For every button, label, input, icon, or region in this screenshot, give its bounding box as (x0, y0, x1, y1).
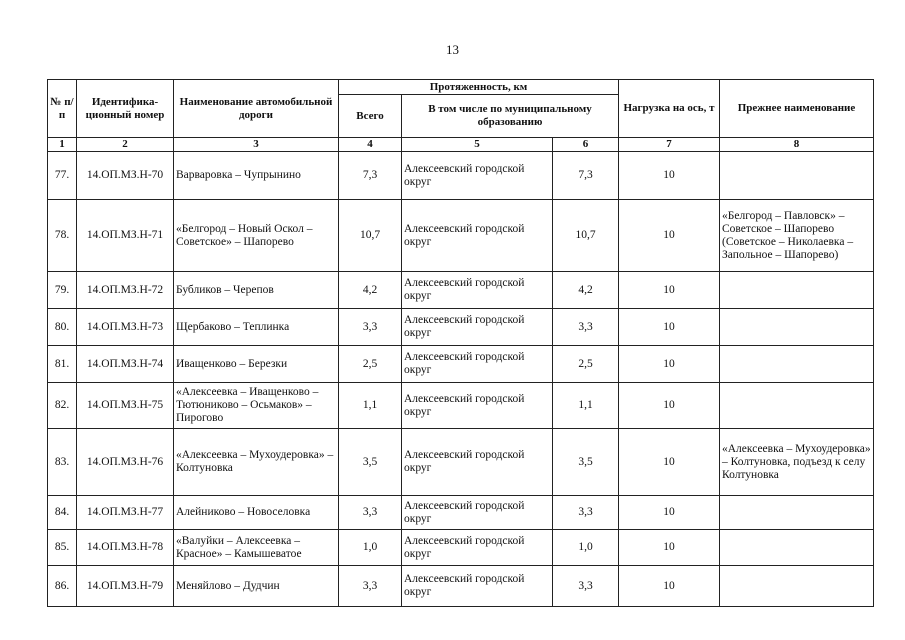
header-municipal: В том числе по муниципальному образованию (402, 95, 619, 138)
row-number: 80. (48, 309, 77, 346)
previous-name (720, 566, 874, 607)
header-id: Идентифика-ционный номер (77, 80, 174, 138)
municipal-length: 1,0 (553, 530, 619, 566)
municipal-length: 10,7 (553, 200, 619, 272)
municipal-length: 3,3 (553, 566, 619, 607)
axle-load: 10 (619, 346, 720, 383)
total-length: 7,3 (339, 152, 402, 200)
road-id: 14.ОП.МЗ.Н-73 (77, 309, 174, 346)
previous-name (720, 272, 874, 309)
table-row (48, 200, 874, 272)
road-name: Бубликов – Черепов (174, 272, 339, 309)
municipality: Алексеевский городской округ (402, 496, 553, 530)
road-name: «Алексеевка – Мухоудеровка» – Колтуновка (174, 429, 339, 496)
column-number: 4 (339, 138, 402, 152)
previous-name (720, 496, 874, 530)
table-row (48, 272, 874, 309)
row-number: 78. (48, 200, 77, 272)
header-num: № п/п (48, 80, 77, 138)
previous-name: «Белгород – Павловск» – Советское – Шапорево (Советское – Николаевка – Запольное – Шапорево) (720, 200, 874, 272)
roads-table (47, 79, 874, 607)
row-number: 81. (48, 346, 77, 383)
axle-load: 10 (619, 383, 720, 429)
row-number: 83. (48, 429, 77, 496)
page-number: 13 (446, 42, 459, 57)
total-length: 3,5 (339, 429, 402, 496)
road-name: «Белгород – Новый Оскол – Советское» – Шапорево (174, 200, 339, 272)
header-name: Наименование автомобильной дороги (174, 80, 339, 138)
road-name: «Алексеевка – Иващенково – Тютюниково – Осьмаков» – Пирогово (174, 383, 339, 429)
road-id: 14.ОП.МЗ.Н-74 (77, 346, 174, 383)
municipal-length: 3,3 (553, 309, 619, 346)
municipality: Алексеевский городской округ (402, 530, 553, 566)
table-row (48, 346, 874, 383)
table-row (48, 309, 874, 346)
column-number: 8 (720, 138, 874, 152)
municipality: Алексеевский городской округ (402, 383, 553, 429)
table-row (48, 566, 874, 607)
previous-name (720, 346, 874, 383)
road-id: 14.ОП.МЗ.Н-77 (77, 496, 174, 530)
municipal-length: 2,5 (553, 346, 619, 383)
column-number-row (48, 138, 874, 152)
total-length: 3,3 (339, 496, 402, 530)
axle-load: 10 (619, 152, 720, 200)
road-name: Варваровка – Чупрынино (174, 152, 339, 200)
municipal-length: 3,5 (553, 429, 619, 496)
column-number: 5 (402, 138, 553, 152)
column-number: 2 (77, 138, 174, 152)
axle-load: 10 (619, 309, 720, 346)
axle-load: 10 (619, 496, 720, 530)
total-length: 3,3 (339, 566, 402, 607)
road-id: 14.ОП.МЗ.Н-72 (77, 272, 174, 309)
total-length: 1,1 (339, 383, 402, 429)
row-number: 77. (48, 152, 77, 200)
table-row (48, 429, 874, 496)
row-number: 85. (48, 530, 77, 566)
road-name: «Валуйки – Алексеевка – Красное» – Камышеватое (174, 530, 339, 566)
column-number: 7 (619, 138, 720, 152)
municipal-length: 3,3 (553, 496, 619, 530)
row-number: 86. (48, 566, 77, 607)
municipal-length: 7,3 (553, 152, 619, 200)
road-id: 14.ОП.МЗ.Н-70 (77, 152, 174, 200)
table-row (48, 496, 874, 530)
previous-name: «Алексеевка – Мухоудеровка» – Колтуновка, подъезд к селу Колтуновка (720, 429, 874, 496)
axle-load: 10 (619, 200, 720, 272)
axle-load: 10 (619, 272, 720, 309)
road-name: Щербаково – Теплинка (174, 309, 339, 346)
previous-name (720, 152, 874, 200)
road-id: 14.ОП.МЗ.Н-76 (77, 429, 174, 496)
total-length: 1,0 (339, 530, 402, 566)
road-id: 14.ОП.МЗ.Н-71 (77, 200, 174, 272)
axle-load: 10 (619, 566, 720, 607)
row-number: 82. (48, 383, 77, 429)
road-id: 14.ОП.МЗ.Н-75 (77, 383, 174, 429)
row-number: 79. (48, 272, 77, 309)
column-number: 1 (48, 138, 77, 152)
header-load: Нагрузка на ось, т (619, 80, 720, 138)
previous-name (720, 309, 874, 346)
row-number: 84. (48, 496, 77, 530)
road-name: Иващенково – Березки (174, 346, 339, 383)
header-length-group: Протяженность, км (339, 80, 619, 95)
total-length: 2,5 (339, 346, 402, 383)
previous-name (720, 530, 874, 566)
total-length: 10,7 (339, 200, 402, 272)
header-previous: Прежнее наименование (720, 80, 874, 138)
header-total: Всего (339, 95, 402, 138)
municipal-length: 1,1 (553, 383, 619, 429)
municipality: Алексеевский городской округ (402, 566, 553, 607)
municipality: Алексеевский городской округ (402, 346, 553, 383)
previous-name (720, 383, 874, 429)
municipality: Алексеевский городской округ (402, 429, 553, 496)
table-row (48, 530, 874, 566)
municipality: Алексеевский городской округ (402, 272, 553, 309)
municipal-length: 4,2 (553, 272, 619, 309)
table-row (48, 152, 874, 200)
table-row (48, 383, 874, 429)
municipality: Алексеевский городской округ (402, 309, 553, 346)
road-id: 14.ОП.МЗ.Н-78 (77, 530, 174, 566)
total-length: 4,2 (339, 272, 402, 309)
road-name: Меняйлово – Дудчин (174, 566, 339, 607)
total-length: 3,3 (339, 309, 402, 346)
header-row (48, 80, 874, 95)
road-id: 14.ОП.МЗ.Н-79 (77, 566, 174, 607)
column-number: 6 (553, 138, 619, 152)
municipality: Алексеевский городской округ (402, 200, 553, 272)
column-number: 3 (174, 138, 339, 152)
municipality: Алексеевский городской округ (402, 152, 553, 200)
axle-load: 10 (619, 530, 720, 566)
axle-load: 10 (619, 429, 720, 496)
road-name: Алейниково – Новоселовка (174, 496, 339, 530)
